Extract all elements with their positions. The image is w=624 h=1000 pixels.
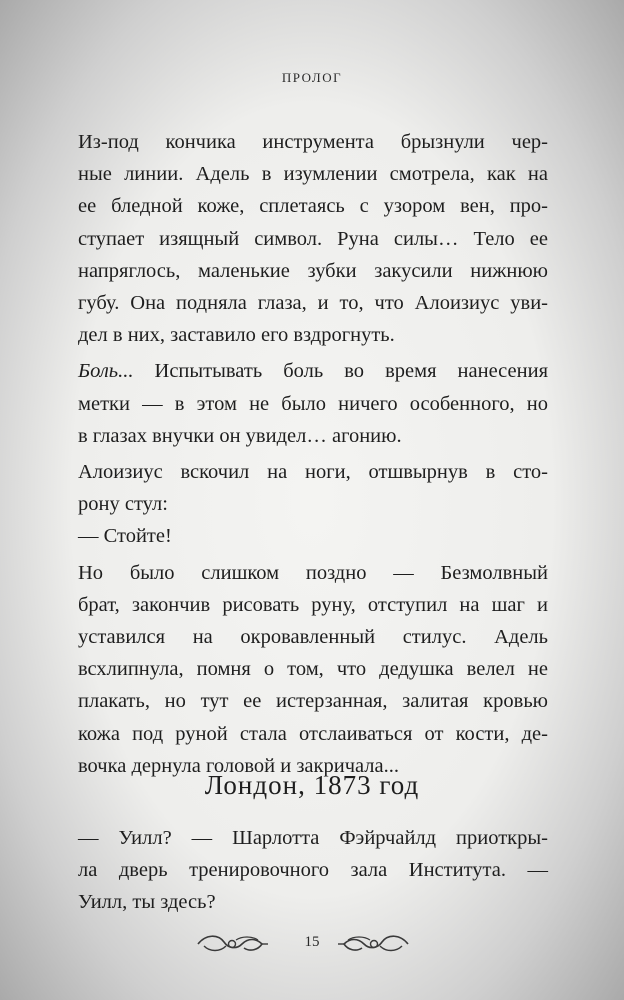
text-line: плакать, но тут ее истерзанная, залитая кровью [78, 690, 548, 713]
main-text [78, 126, 548, 782]
text-line: напряглось, маленькие зубки закусили нижнюю [78, 259, 548, 282]
text-line: ступает изящный символ. Руна силы… Тело ее [78, 227, 548, 250]
text-line: губу. Она подняла глаза, и то, что Алоизиус уви- [78, 292, 548, 315]
text-line: вочка дернула головой и закричала... [78, 754, 400, 777]
italic-word: Боль... [78, 360, 134, 383]
paragraph-1 [78, 126, 548, 351]
text-line: ее бледной коже, сплетаясь с узором вен, про- [78, 195, 548, 218]
text-line [78, 355, 548, 387]
page-number: 15 [304, 934, 320, 950]
paragraph-3 [78, 456, 548, 520]
text-line: — Стойте! [78, 525, 172, 548]
text-line: в глазах внучки он увидел… агонию. [78, 424, 402, 447]
text-line: рону стул: [78, 493, 168, 516]
text-line: кожа под руной стала отслаиваться от кости, де- [78, 722, 548, 745]
running-head: ПРОЛОГ [281, 70, 343, 85]
paragraph-4 [78, 520, 548, 552]
text-line: метки — в этом не было ничего особенного, но [78, 392, 548, 415]
paragraph-6 [78, 822, 548, 919]
text-line: уставился на окровавленный стилус. Адель [78, 626, 548, 649]
paragraph-5 [78, 557, 548, 782]
text-line: ла дверь тренировочного зала Института. — [78, 859, 548, 882]
text-line: брат, закончив рисовать руну, отступил на шаг и [78, 593, 548, 616]
text-line: — Уилл? — Шарлотта Фэйрчайлд приоткры- [78, 827, 548, 849]
page-footer [0, 930, 624, 960]
text-fragment: Испытывать боль во время нанесения [133, 360, 548, 383]
text-line: всхлипнула, помня о том, что дедушка велел не [78, 658, 548, 681]
text-line: Но было слишком поздно — Безмолвный [78, 561, 548, 584]
section-text [78, 822, 548, 919]
text-line: дел в них, заставило его вздрогнуть. [78, 324, 395, 347]
flourish-ornament-icon [336, 932, 410, 956]
section-heading: Лондон, 1873 год [204, 770, 420, 800]
paragraph-2 [78, 355, 548, 452]
text-line: Из-под кончика инструмента брызнули чер- [78, 131, 548, 153]
text-line: Уилл, ты здесь? [78, 891, 216, 914]
text-line: Алоизиус вскочил на ноги, отшвырнув в сто- [78, 461, 548, 484]
flourish-ornament-icon [196, 932, 270, 956]
text-line: ные линии. Адель в изумлении смотрела, как на [78, 163, 548, 186]
